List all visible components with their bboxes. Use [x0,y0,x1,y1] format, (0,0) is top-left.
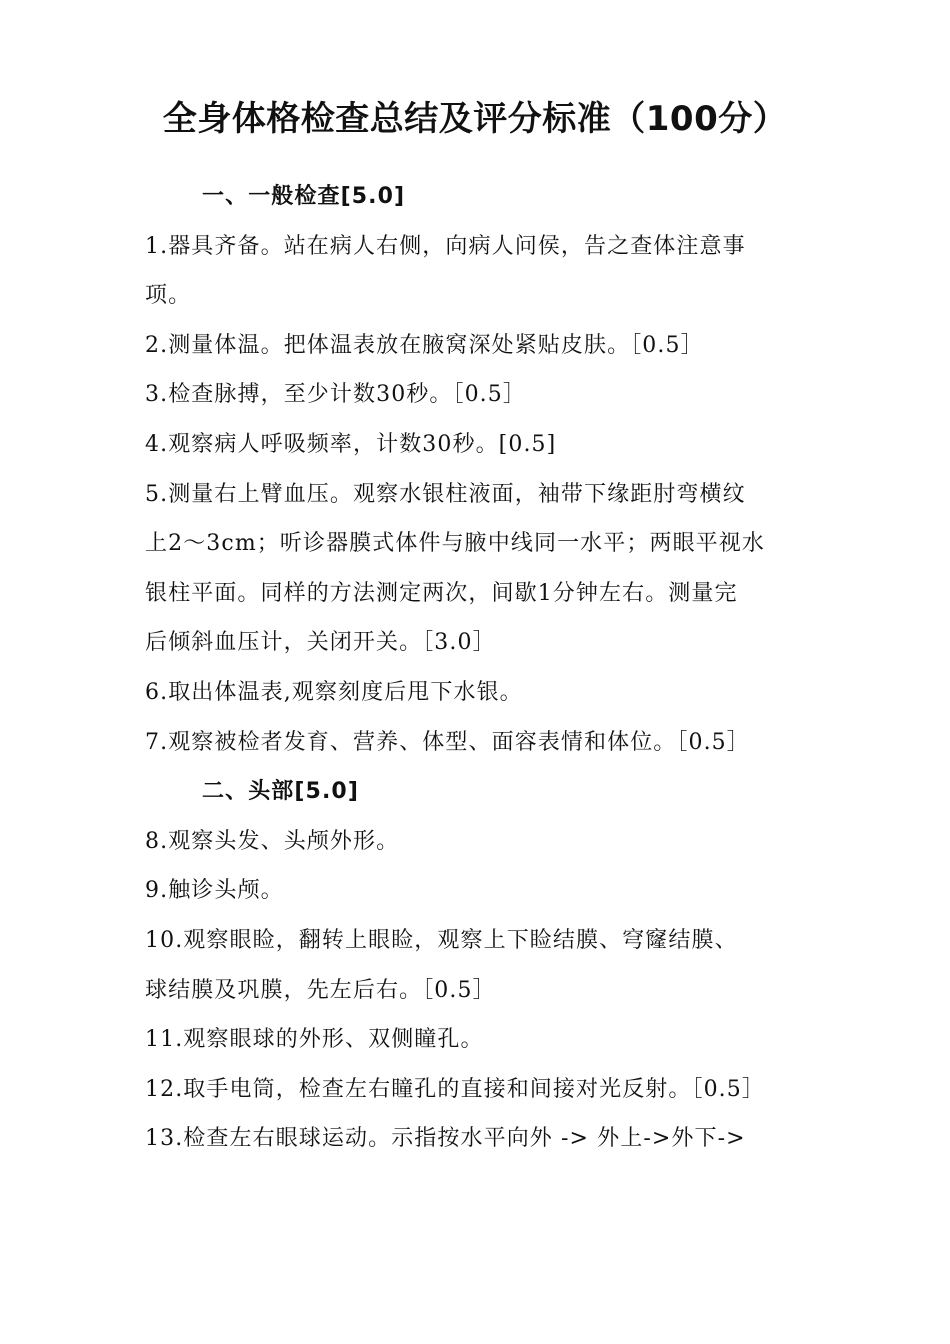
paragraph-line: 3.检查脉搏，至少计数30秒。［0.5］ [145,382,526,408]
paragraph-line: 12.取手电筒，检查左右瞳孔的直接和间接对光反射。［0.5］ [145,1076,765,1102]
section-heading-head [145,767,810,817]
paragraph-line: 项。 [145,283,192,309]
paragraph-line: 6.取出体温表,观察刻度后甩下水银。 [145,679,523,705]
paragraph-line: 球结膜及巩膜，先左后右。［0.5］ [145,977,496,1003]
paragraph-line: 10.观察眼睑，翻转上眼睑，观察上下睑结膜、穹窿结膜、 [145,927,738,953]
paragraph-line: 2.测量体温。把体温表放在腋窝深处紧贴皮肤。［0.5］ [145,332,704,358]
paragraph-line: 9.触诊头颅。 [145,878,284,904]
paragraph-line: 5.测量右上臂血压。观察水银柱液面，袖带下缘距肘弯横纹 [145,481,746,507]
paragraph-line: 13.检查左右眼球运动。示指按水平向外 -> 外上->外下-> [145,1126,746,1152]
page-title: 全身体格检查总结及评分标准（100分） [162,99,788,139]
paragraph-line: 8.观察头发、头颅外形。 [145,828,400,854]
paragraph-line: 上2～3cm；听诊器膜式体件与腋中线同一水平；两眼平视水 [145,531,765,557]
document-body [145,172,810,1164]
paragraph-line: 银柱平面。同样的方法测定两次，间歇1分钟左右。测量完 [145,580,738,606]
paragraph-line: 1.器具齐备。站在病人右侧，向病人问侯，告之查体注意事 [145,233,746,259]
section-heading-text: 一、一般检查[5.0] [202,184,406,209]
paragraph-line: 后倾斜血压计，关闭开关。［3.0］ [145,630,496,656]
paragraph-line: 4.观察病人呼吸频率，计数30秒。[0.5] [145,431,557,457]
section-heading-text: 二、头部[5.0] [202,779,359,805]
section-heading-general-exam [145,172,810,222]
paragraph-line: 11.观察眼球的外形、双侧瞳孔。 [145,1027,484,1053]
paragraph-line: 7.观察被检者发育、营养、体型、面容表情和体位。［0.5］ [145,729,750,755]
